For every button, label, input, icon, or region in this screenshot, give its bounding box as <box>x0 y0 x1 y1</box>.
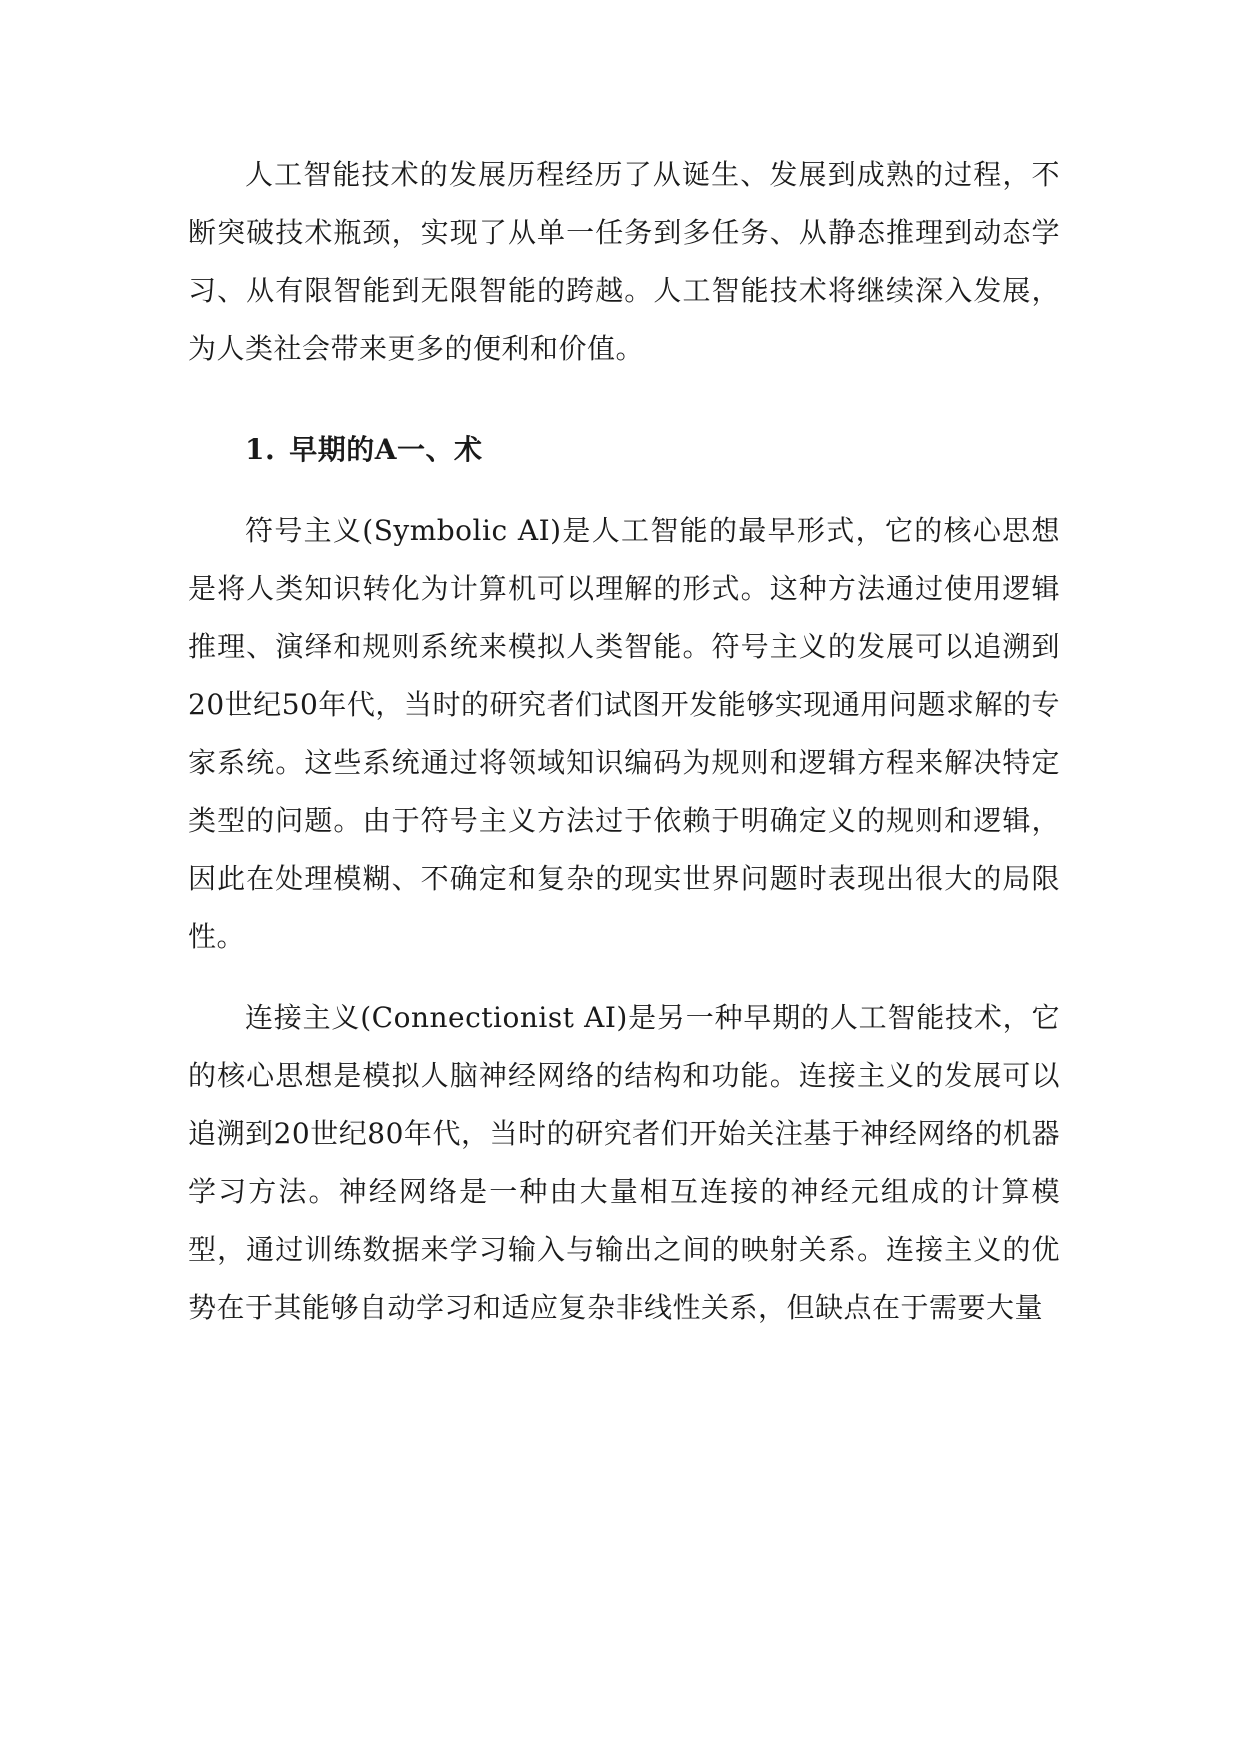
document-body <box>188 146 1060 1337</box>
section-number: 1. <box>245 433 276 466</box>
intro-paragraph: 人工智能技术的发展历程经历了从诞生、发展到成熟的过程，不断突破技术瓶颈，实现了从单一任务到多任务、从静态推理到动态学习、从有限智能到无限智能的跨越。人工智能技术将继续深入发展，为人类社会带来更多的便利和价值。 <box>188 158 1060 365</box>
section-title: 早期的A一、术 <box>289 433 483 466</box>
connectionist-ai-paragraph: 连接主义(Connectionist AI)是另一种早期的人工智能技术，它的核心思想是模拟人脑神经网络的结构和功能。连接主义的发展可以追溯到20世纪80年代，当时的研究者们开始关注基于神经网络的机器学习方法。神经网络是一种由大量相互连接的神经元组成的计算模型，通过训练数据来学习输入与输出之间的映射关系。连接主义的优势在于其能够自动学习和适应复杂非线性关系，但缺点在于需要大量 <box>188 1001 1060 1324</box>
symbolic-ai-paragraph: 符号主义(Symbolic AI)是人工智能的最早形式，它的核心思想是将人类知识转化为计算机可以理解的形式。这种方法通过使用逻辑推理、演绎和规则系统来模拟人类智能。符号主义的发展可以追溯到20世纪50年代，当时的研究者们试图开发能够实现通用问题求解的专家系统。这些系统通过将领域知识编码为规则和逻辑方程来解决特定类型的问题。由于符号主义方法过于依赖于明确定义的规则和逻辑，因此在处理模糊、不确定和复杂的现实世界问题时表现出很大的局限性。 <box>188 514 1060 953</box>
section-heading <box>188 421 1060 479</box>
